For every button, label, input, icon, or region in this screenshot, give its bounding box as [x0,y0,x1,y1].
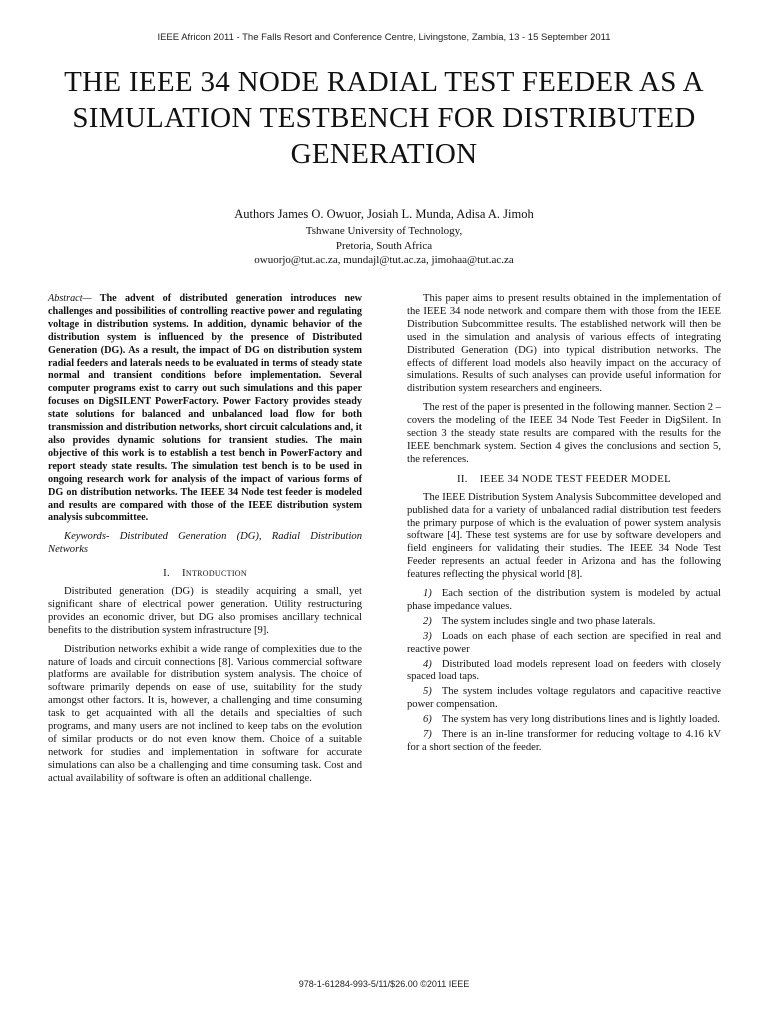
section-numeral: II. [456,472,468,485]
affiliation [0,224,768,268]
abstract-label: Abstract— [48,293,92,304]
abstract [48,293,362,525]
list-item: 2) The system includes single and two phase laterals. [423,615,656,627]
list-item: 7) There is an in-line transformer for reducing voltage to 4.16 kV for a short section of the feeder. [407,729,721,753]
list-item: 3) Loads on each phase of each section are specified in real and reactive power [407,630,721,655]
paragraph: Distribution networks exhibit a wide range of complexities due to the nature of loads and circuit connections [8]. Various commercial software platforms are available for distribution system analysis. The choice of software primarily depends on ease of use, suitability for the study amongst other factors. It is, however, a challenging and time consuming task to get acquainted with all the details and specialties of such programs, and many users are not inclined to keep tabs on the evolution of similar products or do not even know them. Choice of a suitable network for studies and implementation in software for accurate simulations can also be a challenging and time consuming task. Cost and actual availability of software is often an additional challenge. [48,643,362,784]
copyright-footer: 978-1-61284-993-5/11/$26.00 ©2011 IEEE [298,979,470,989]
paragraph: Distributed generation (DG) is steadily acquiring a small, yet significant share of electrical power generation. Utility restructuring provides an economic driver, but DG also promises ancillary technical benefits to the distribution system infrastructure [9]. [48,586,362,636]
section-title: Introduction [181,567,247,580]
affiliation-emails: owuorjo@tut.ac.za, mundajl@tut.ac.za, jimohaa@tut.ac.za [254,254,514,266]
list-item: 1) Each section of the distribution system is modeled by actual phase impedance values. [407,588,721,612]
section-heading-introduction [48,567,362,580]
keywords: Keywords- Distributed Generation (DG), Radial Distribution Networks [48,531,362,556]
paper-title: THE IEEE 34 NODE RADIAL TEST FEEDER AS A SIMULATION TESTBENCH FOR DISTRIBUTED GENERATION [64,66,704,170]
right-column [407,293,721,757]
section-title: IEEE 34 NODE TEST FEEDER MODEL [479,472,672,485]
left-column [48,293,362,792]
affiliation-location: Pretoria, South Africa [335,239,433,252]
conference-header: IEEE Africon 2011 - The Falls Resort and Conference Centre, Livingstone, Zambia, 13 - 15 September 2011 [157,32,611,43]
section-numeral: I. [163,567,170,580]
list-item: 5) The system includes voltage regulators and capacitive reactive power compensation. [407,686,721,711]
abstract-text: The advent of distributed generation introduces new challenges and possibilities of controlling reactive power and regulating voltage in distribution systems. In addition, dynamic behavior of the distribution system is influenced by the presence of Distributed Generation (DG). As a result, the impact of DG on distribution system radial feeders and laterals needs to be evaluated in terms of steady state normal and transient conditions before implementation. Several computer programs exist to carry out such simulations and this paper focuses on DigSILENT PowerFactory. Power Factory provides steady state solutions for balanced and unbalanced load flow for both transmission and distribution networks, short circuit calculations and, it also provides dynamic solutions for transient studies. The main objective of this work is to establish a test bench in PowerFactory and report steady state results. The simulation test bench is to be used in ongoing research work for analysis of the impact of various forms of DG on distribution networks. The IEEE 34 Node test feeder is modeled and results are compared with those of the IEEE distribution system analysis subcommittee. [48,293,363,524]
paragraph: The rest of the paper is presented in the following manner. Section 2 – covers the modeling of the IEEE 34 Node Test Feeder in DigSilent. In section 3 the steady state results are compared with the results for the IEEE benchmark system. Section 4 gives the conclusions and section 5, the references. [407,402,721,465]
affiliation-institution: Tshwane University of Technology, [305,225,463,237]
list-item: 4) Distributed load models represent load on feeders with closely spaced load taps. [407,658,721,683]
paragraph: This paper aims to present results obtained in the implementation of the IEEE 34 node network and compare them with those from the IEEE Distribution Subcommittee results. The established network will then be used in the simulation and analysis of various effects of integrating Distributed Generation (DG) into typical distribution networks. The effects of different load models also heavily impact on the accuracy of simulations. Results of such analyses can provide useful information for distribution system researchers and engineers. [407,293,721,395]
author-list: Authors James O. Owuor, Josiah L. Munda, Adisa A. Jimoh [234,207,534,221]
paragraph: The IEEE Distribution System Analysis Subcommittee developed and published data for a variety of unbalanced radial distribution test feeders the primary purpose of which is the evaluation of power system analysis software [4]. These test systems are for use by software developers and field engineers for validating their studies. The IEEE 34 Node Test Feeder represents an actual feeder in Arizona and has the following features reflecting the physical world [8]. [407,491,721,581]
section-heading-test-feeder-model [407,473,721,486]
list-item: 6) The system has very long distributions lines and is lightly loaded. [423,714,720,726]
